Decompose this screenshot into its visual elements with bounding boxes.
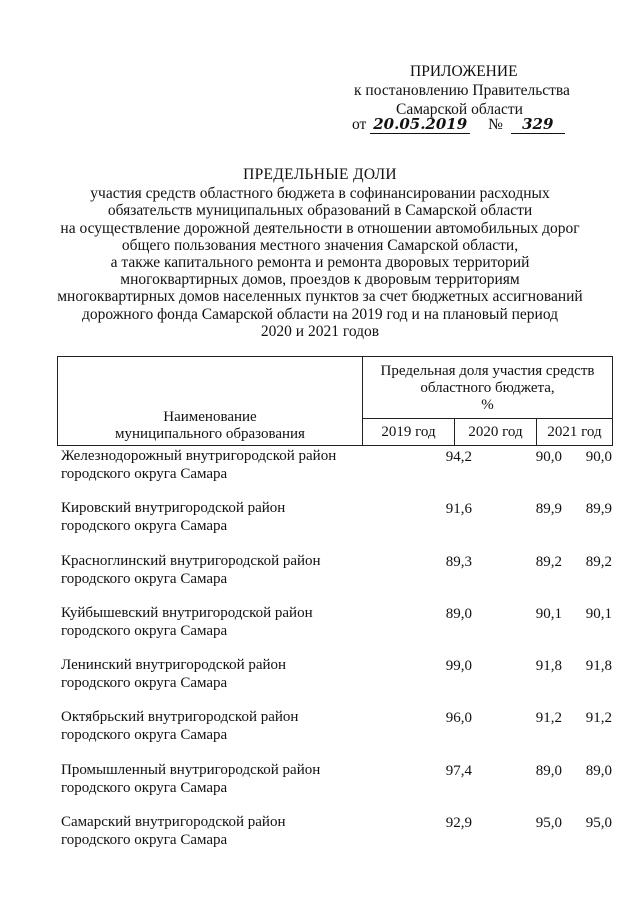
share-2019: 97,4: [445, 762, 472, 779]
heading-line: дорожного фонда Самарской области на 2019 год и на плановый период: [81, 305, 559, 323]
share-2020: 90,0: [535, 449, 562, 465]
share-2020: 91,8: [535, 658, 562, 675]
share-2020: 95,0: [535, 815, 562, 832]
municipality-name: Ленинский внутригородской район городского округа Самара: [61, 657, 287, 692]
heading-line: многоквартирных домов населенных пунктов за счет бюджетных ассигнований: [57, 288, 583, 306]
column-header-year: 2021 год: [537, 419, 613, 446]
appendix-line-2: к постановлению Правительства: [354, 82, 570, 99]
heading-line: общего пользования местного значения Самарской области,: [121, 236, 519, 254]
share-2021: 90,0: [585, 449, 612, 465]
appendix-block: [340, 62, 590, 119]
document-heading: [40, 166, 600, 340]
municipality-name: Красноглинский внутригородской район городского округа Самара: [61, 552, 321, 587]
municipality-name: Железнодорожный внутригородской район городского округа Самара: [61, 448, 337, 482]
share-2019: 96,0: [445, 710, 472, 727]
share-2019: 89,0: [445, 605, 472, 622]
column-header-year: 2020 год: [455, 419, 537, 446]
share-2021: 89,9: [585, 501, 612, 518]
share-2019: 99,0: [445, 658, 472, 675]
column-header-year: 2019 год: [363, 419, 455, 446]
share-2019: 92,9: [445, 815, 472, 832]
municipality-name: Куйбышевский внутригородской район городского округа Самара: [61, 604, 313, 639]
heading-line: многоквартирных домов, проездов к дворовым территориям: [120, 271, 520, 289]
table-row: [57, 552, 612, 604]
table-row: [57, 604, 612, 656]
number-label: №: [488, 116, 503, 133]
municipality-name: Промышленный внутригородской район городского округа Самара: [61, 761, 321, 796]
date-prefix: от: [352, 116, 367, 133]
shares-table-header: [57, 356, 613, 446]
share-2020: 89,2: [535, 553, 562, 570]
heading-line: а также капитального ремонта и ремонта дворовых территорий: [110, 254, 530, 272]
share-2019: 91,6: [445, 501, 472, 518]
municipality-name: Самарский внутригородской район городского округа Самара: [61, 814, 286, 849]
share-2020: 89,9: [535, 501, 562, 518]
appendix-line-3: Самарской области: [396, 101, 523, 118]
resolution-date-line: [352, 115, 565, 134]
shares-table-body: [57, 447, 612, 865]
share-2020: 91,2: [535, 710, 562, 727]
column-header-municipality: Наименование муниципального образования: [58, 357, 363, 446]
table-row: [57, 656, 612, 708]
table-row: [57, 708, 612, 760]
share-2019: 94,2: [445, 449, 472, 465]
handwritten-number: 329: [511, 115, 565, 134]
table-row: [57, 447, 612, 499]
municipality-name: Кировский внутригородской район городского округа Самара: [61, 500, 286, 535]
share-2021: 95,0: [585, 815, 612, 832]
heading-line: обязательств муниципальных образований в Самарской области: [107, 202, 533, 220]
appendix-title: ПРИЛОЖЕНИЕ: [410, 63, 518, 80]
share-2021: 89,2: [585, 553, 612, 570]
share-2021: 90,1: [585, 605, 612, 622]
heading-title: ПРЕДЕЛЬНЫЕ ДОЛИ: [243, 166, 397, 183]
heading-line: участия средств областного бюджета в софинансировании расходных: [90, 185, 550, 203]
share-2020: 90,1: [535, 605, 562, 622]
table-row: [57, 499, 612, 551]
handwritten-date: 20.05.2019: [370, 115, 470, 134]
share-2021: 91,2: [585, 710, 612, 727]
municipality-name: Октябрьский внутригородской район городского округа Самара: [61, 709, 299, 744]
share-2021: 91,8: [585, 658, 612, 675]
column-group-header-share: Предельная доля участия средств областного бюджета, %: [363, 357, 613, 419]
heading-line: на осуществление дорожной деятельности в отношении автомобильных дорог: [60, 219, 580, 237]
share-2019: 89,3: [445, 553, 472, 570]
table-row: [57, 813, 612, 865]
share-2020: 89,0: [535, 762, 562, 779]
share-2021: 89,0: [585, 762, 612, 779]
table-row: [57, 761, 612, 813]
heading-line: 2020 и 2021 годов: [260, 322, 380, 340]
